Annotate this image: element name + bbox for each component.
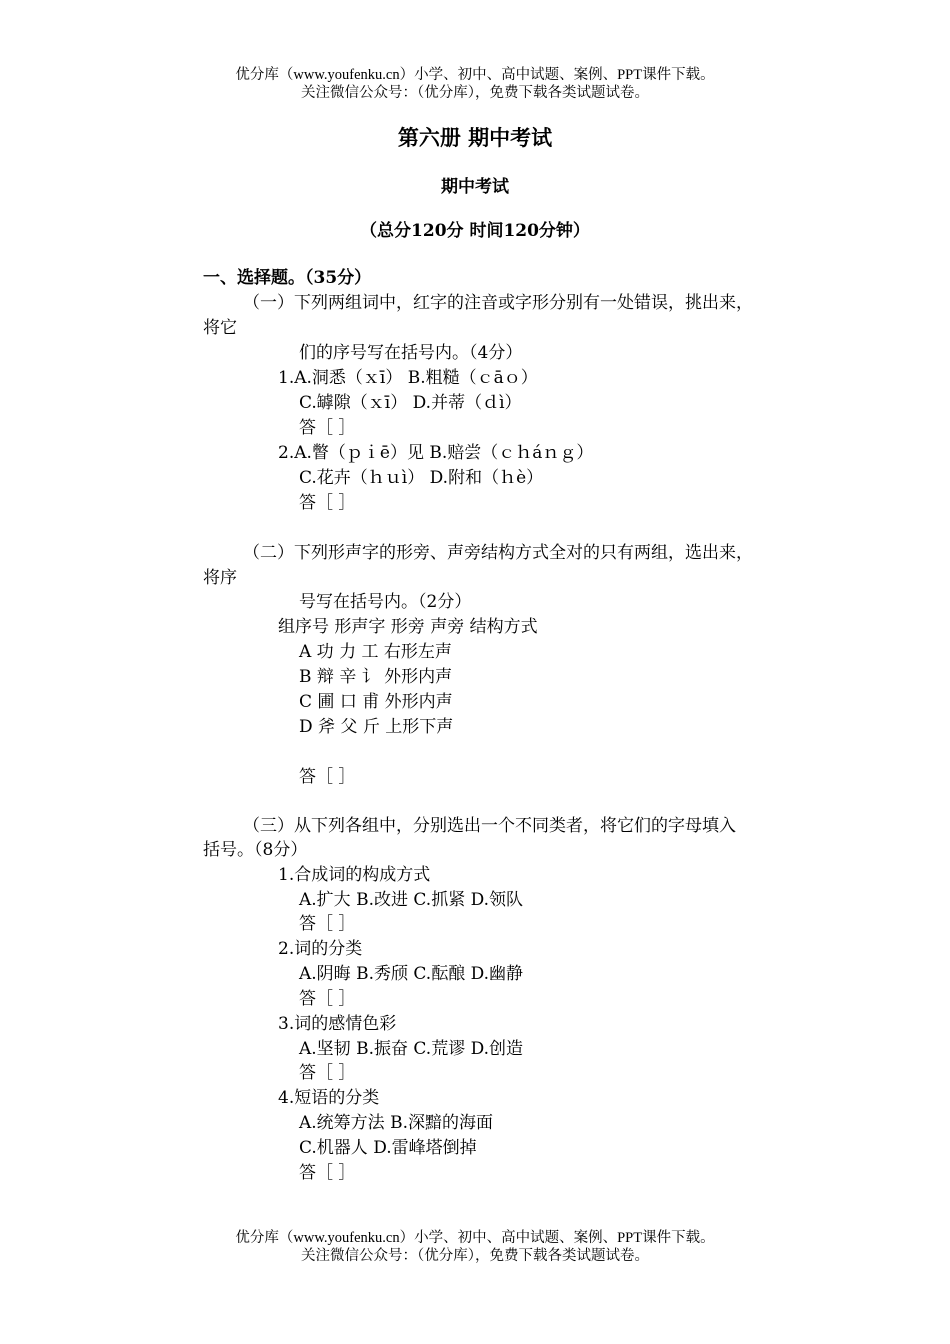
part3-q4-options-line2: C.机器人 D.雷峰塔倒掉 xyxy=(299,1138,477,1158)
part2-intro-cont: 号写在括号内。（2分） xyxy=(299,592,472,612)
header-banner xyxy=(0,66,950,102)
part3-q4-options-line1: A.统筹方法 B.深黯的海面 xyxy=(299,1113,493,1133)
part3-q4-answer: 答［ ］ xyxy=(299,1163,356,1183)
part3-q1-answer: 答［ ］ xyxy=(299,914,356,934)
score-info: （总分120分 时间120分钟） xyxy=(360,221,590,241)
part3-q4-title: 4.短语的分类 xyxy=(278,1088,380,1108)
part2-row-b: B 辩 辛 讠 外形内声 xyxy=(299,667,453,687)
part3-q2-answer: 答［ ］ xyxy=(299,989,356,1009)
part2-row-a: A 功 力 工 右形左声 xyxy=(299,642,452,662)
part1-q1-line2: C.罅隙（ｘī） D.并蒂（ｄì） xyxy=(299,393,522,413)
document-title: 第六册 期中考试 xyxy=(397,125,553,150)
footer-line-1: 优分库（www.youfenku.cn）小学、初中、高中试题、案例、PPT课件下载。 xyxy=(235,1230,715,1246)
part3-q2-options: A.阴晦 B.秀颀 C.酝酿 D.幽静 xyxy=(299,964,524,984)
document-subtitle: 期中考试 xyxy=(441,177,509,197)
part3-q3-options: A.坚韧 B.振奋 C.荒谬 D.创造 xyxy=(299,1039,524,1059)
part1-intro-wrap: 将它 xyxy=(203,318,237,338)
section-heading: 一、选择题。（35分） xyxy=(203,268,372,288)
part2-intro: （二）下列形声字的形旁、声旁结构方式全对的只有两组，选出来， xyxy=(243,543,753,563)
part1-q1-line1: 1.A.洞悉（ｘī） B.粗糙（ｃāｏ） xyxy=(278,368,538,388)
part2-answer: 答［ ］ xyxy=(299,767,356,787)
banner-line-2: 关注微信公众号：（优分库），免费下载各类试题试卷。 xyxy=(301,85,649,101)
footer-line-2: 关注微信公众号：（优分库），免费下载各类试题试卷。 xyxy=(301,1248,649,1264)
part1-intro-cont: 们的序号写在括号内。（4分） xyxy=(299,343,523,363)
part1-q1-answer: 答［ ］ xyxy=(299,418,356,438)
part3-q3-title: 3.词的感情色彩 xyxy=(278,1014,397,1034)
part3-q1-title: 1.合成词的构成方式 xyxy=(278,865,431,885)
part3-q1-options: A.扩大 B.改进 C.抓紧 D.领队 xyxy=(299,890,524,910)
part3-intro-wrap: 括号。（8分） xyxy=(203,840,308,860)
part2-row-d: D 斧 父 斤 上形下声 xyxy=(299,717,454,737)
part1-q2-answer: 答［ ］ xyxy=(299,493,356,513)
part2-row-c: C 圃 口 甫 外形内声 xyxy=(299,692,453,712)
part3-q3-answer: 答［ ］ xyxy=(299,1063,356,1083)
part3-q2-title: 2.词的分类 xyxy=(278,939,363,959)
part1-q2-line2: C.花卉（ｈｕì） D.附和（ｈè） xyxy=(299,468,544,488)
part2-intro-wrap: 将序 xyxy=(203,568,237,588)
footer-banner xyxy=(0,1229,950,1265)
banner-line-1: 优分库（www.youfenku.cn）小学、初中、高中试题、案例、PPT课件下载。 xyxy=(235,67,715,83)
part2-table-header: 组序号 形声字 形旁 声旁 结构方式 xyxy=(278,617,538,637)
part3-intro: （三）从下列各组中，分别选出一个不同类者，将它们的字母填入 xyxy=(243,816,736,836)
part1-q2-line1: 2.A.瞥（ｐｉē）见 B.赔尝（ｃｈáｎｇ） xyxy=(278,443,594,463)
part1-intro: （一）下列两组词中，红字的注音或字形分别有一处错误，挑出来， xyxy=(243,293,753,313)
